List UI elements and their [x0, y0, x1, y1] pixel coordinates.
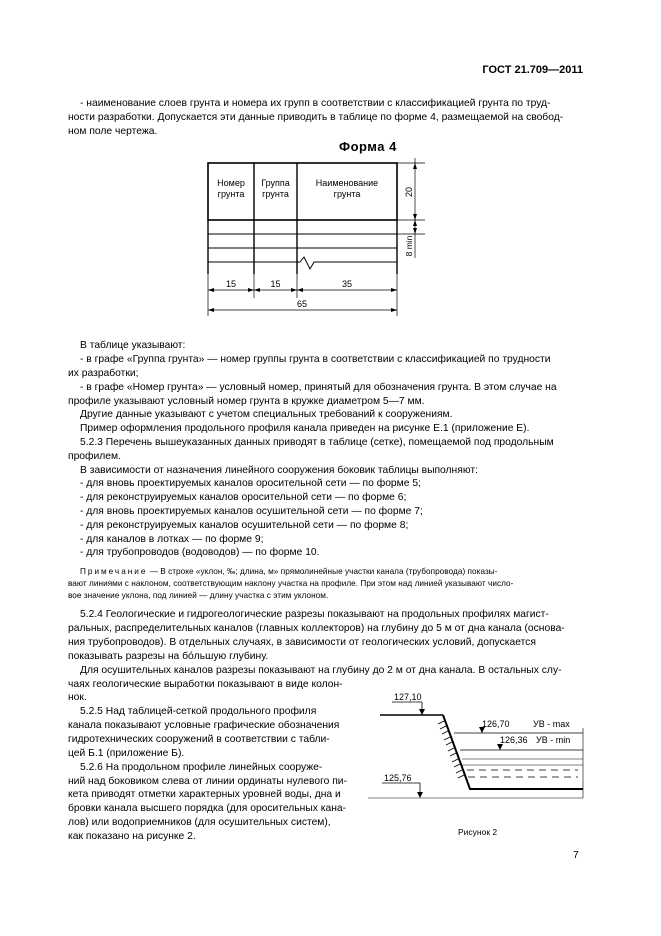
body-line: В таблице указывают: [80, 340, 186, 351]
dim-col2: 15 [270, 279, 281, 289]
list-item: - для вновь проектируемых каналов осушительной сети — по форме 7; [80, 506, 423, 517]
col-number-header: Номер [217, 178, 245, 188]
page-number: 7 [573, 849, 579, 861]
note-label: Примечание [80, 567, 148, 576]
list-item: - для вновь проектируемых каналов оросительной сети — по форме 5; [80, 478, 421, 489]
col-number-header: грунта [217, 189, 245, 199]
body-line: - в графе «Группа грунта» — номер группы грунта в соответствии с классификацией по трудности [80, 354, 551, 365]
dim-row-height: 8 min [404, 235, 414, 257]
body-line: ний над боковиком слева от линии ординаты нулевого пи- [68, 776, 347, 787]
dim-col3: 35 [341, 279, 353, 289]
list-item: - для реконструируемых каналов оросительной сети — по форме 6; [80, 492, 407, 503]
body-line: - в графе «Номер грунта» — условный номер, принятый для обозначения грунта. В этом случае на [80, 382, 557, 393]
body-line: бровки канала высшего порядка (для оросительных кана- [68, 803, 347, 814]
body-line: ральных, распределительных каналов (главных коллекторов) на глубину до 5 м от дна канала (основа- [68, 623, 565, 634]
list-item: - для каналов в лотках — по форме 9; [80, 534, 264, 545]
section-5-2-5: 5.2.5 Над таблицей-сеткой продольного профиля [80, 706, 317, 717]
body-line: их разработки; [68, 368, 139, 379]
body-line: Для осушительных каналов разрезы показывают на глубину до 2 м от дна канала. В остальных слу- [80, 665, 562, 676]
dim-header-height: 20 [404, 186, 414, 198]
body-line: Пример оформления продольного профиля канала приведен на рисунке Е.1 (приложение Е). [80, 423, 530, 434]
list-item: - для реконструируемых каналов осушительной сети — по форме 8; [80, 520, 409, 531]
note-line: вое значение уклона, под линией — длину участка с этим уклоном. [68, 591, 329, 600]
elevation-water-min: 126,36 [500, 735, 528, 745]
section-5-2-6: 5.2.6 На продольном профиле линейных сооруже- [80, 762, 323, 773]
elevation-water-max: 126,70 [482, 719, 510, 729]
body-line: профиле указывают условный номер грунта в кружке диаметром 5—7 мм. [68, 396, 425, 407]
body-line: Другие данные указывают с учетом специальных требований к сооружениям. [80, 409, 453, 420]
section-5-2-4: 5.2.4 Геологические и гидрогеологические разрезы показывают на продольных профилях магист- [80, 609, 549, 620]
body-line: чаях геологические выработки показывают в виде колон- [68, 679, 343, 690]
body-line: В зависимости от назначения линейного сооружения боковик таблицы выполняют: [80, 465, 478, 476]
section-5-2-3: 5.2.3 Перечень вышеуказанных данных приводят в таблице (сетке), помещаемой под продольным [80, 437, 554, 448]
elevation-top: 127,10 [394, 692, 422, 702]
body-line: канала показывают условные графические обозначения [68, 720, 340, 731]
figure-caption: Рисунок 2 [458, 827, 498, 837]
form4-title: Форма 4 [339, 139, 397, 154]
water-level-max-label: УВ - max [533, 719, 570, 729]
col-group-header: грунта [262, 189, 289, 199]
dim-col1: 15 [225, 279, 237, 289]
body-line: профилем. [68, 451, 121, 462]
body-line: как показано на рисунке 2. [68, 831, 196, 842]
figure-2-canal-section [360, 688, 605, 818]
body-line: гидротехнических сооружений в соответствии с табли- [68, 734, 330, 745]
col-name-header: Наименование [315, 178, 379, 188]
body-line: кета приводят отметки характерных уровней воды, дна и [68, 789, 341, 800]
intro-line: ном поле чертежа. [68, 126, 158, 137]
body-line: лов) или водоприемников (для осушительных систем), [68, 817, 331, 828]
body-line: цей Б.1 (приложение Б). [68, 748, 185, 759]
intro-line: - наименование слоев грунта и номера их групп в соответствии с классификацией грунта по труд- [80, 98, 551, 109]
body-line: нок. [68, 692, 87, 703]
col-name-header: грунта [333, 189, 361, 199]
document-header: ГОСТ 21.709—2011 [482, 64, 583, 76]
elevation-bottom: 125,76 [384, 773, 412, 783]
note-line [80, 566, 497, 579]
list-item: - для трубопроводов (водоводов) — по форме 10. [80, 547, 320, 558]
note-text: — В строке «уклон, ‰; длина, м» прямолинейные участки канала (трубопровода) показы- [147, 567, 498, 576]
note-line: вают линиями с наклоном, соответствующим наклону участка на профиле. При этом над линией указывают число- [68, 579, 514, 588]
body-line: ния трубопроводов). В отдельных случаях, в зависимости от геологических условий, допускается [68, 637, 536, 648]
form4-table [200, 158, 440, 320]
water-level-min-label: УВ - min [536, 735, 571, 745]
intro-line: ности разработки. Допускается эти данные приводить в таблице по форме 4, размещаемой на свобод- [68, 112, 564, 123]
body-line: показывать разрезы на бо́льшую глубину. [68, 651, 269, 662]
dim-total: 65 [296, 299, 308, 309]
col-group-header: Группа [261, 178, 290, 188]
